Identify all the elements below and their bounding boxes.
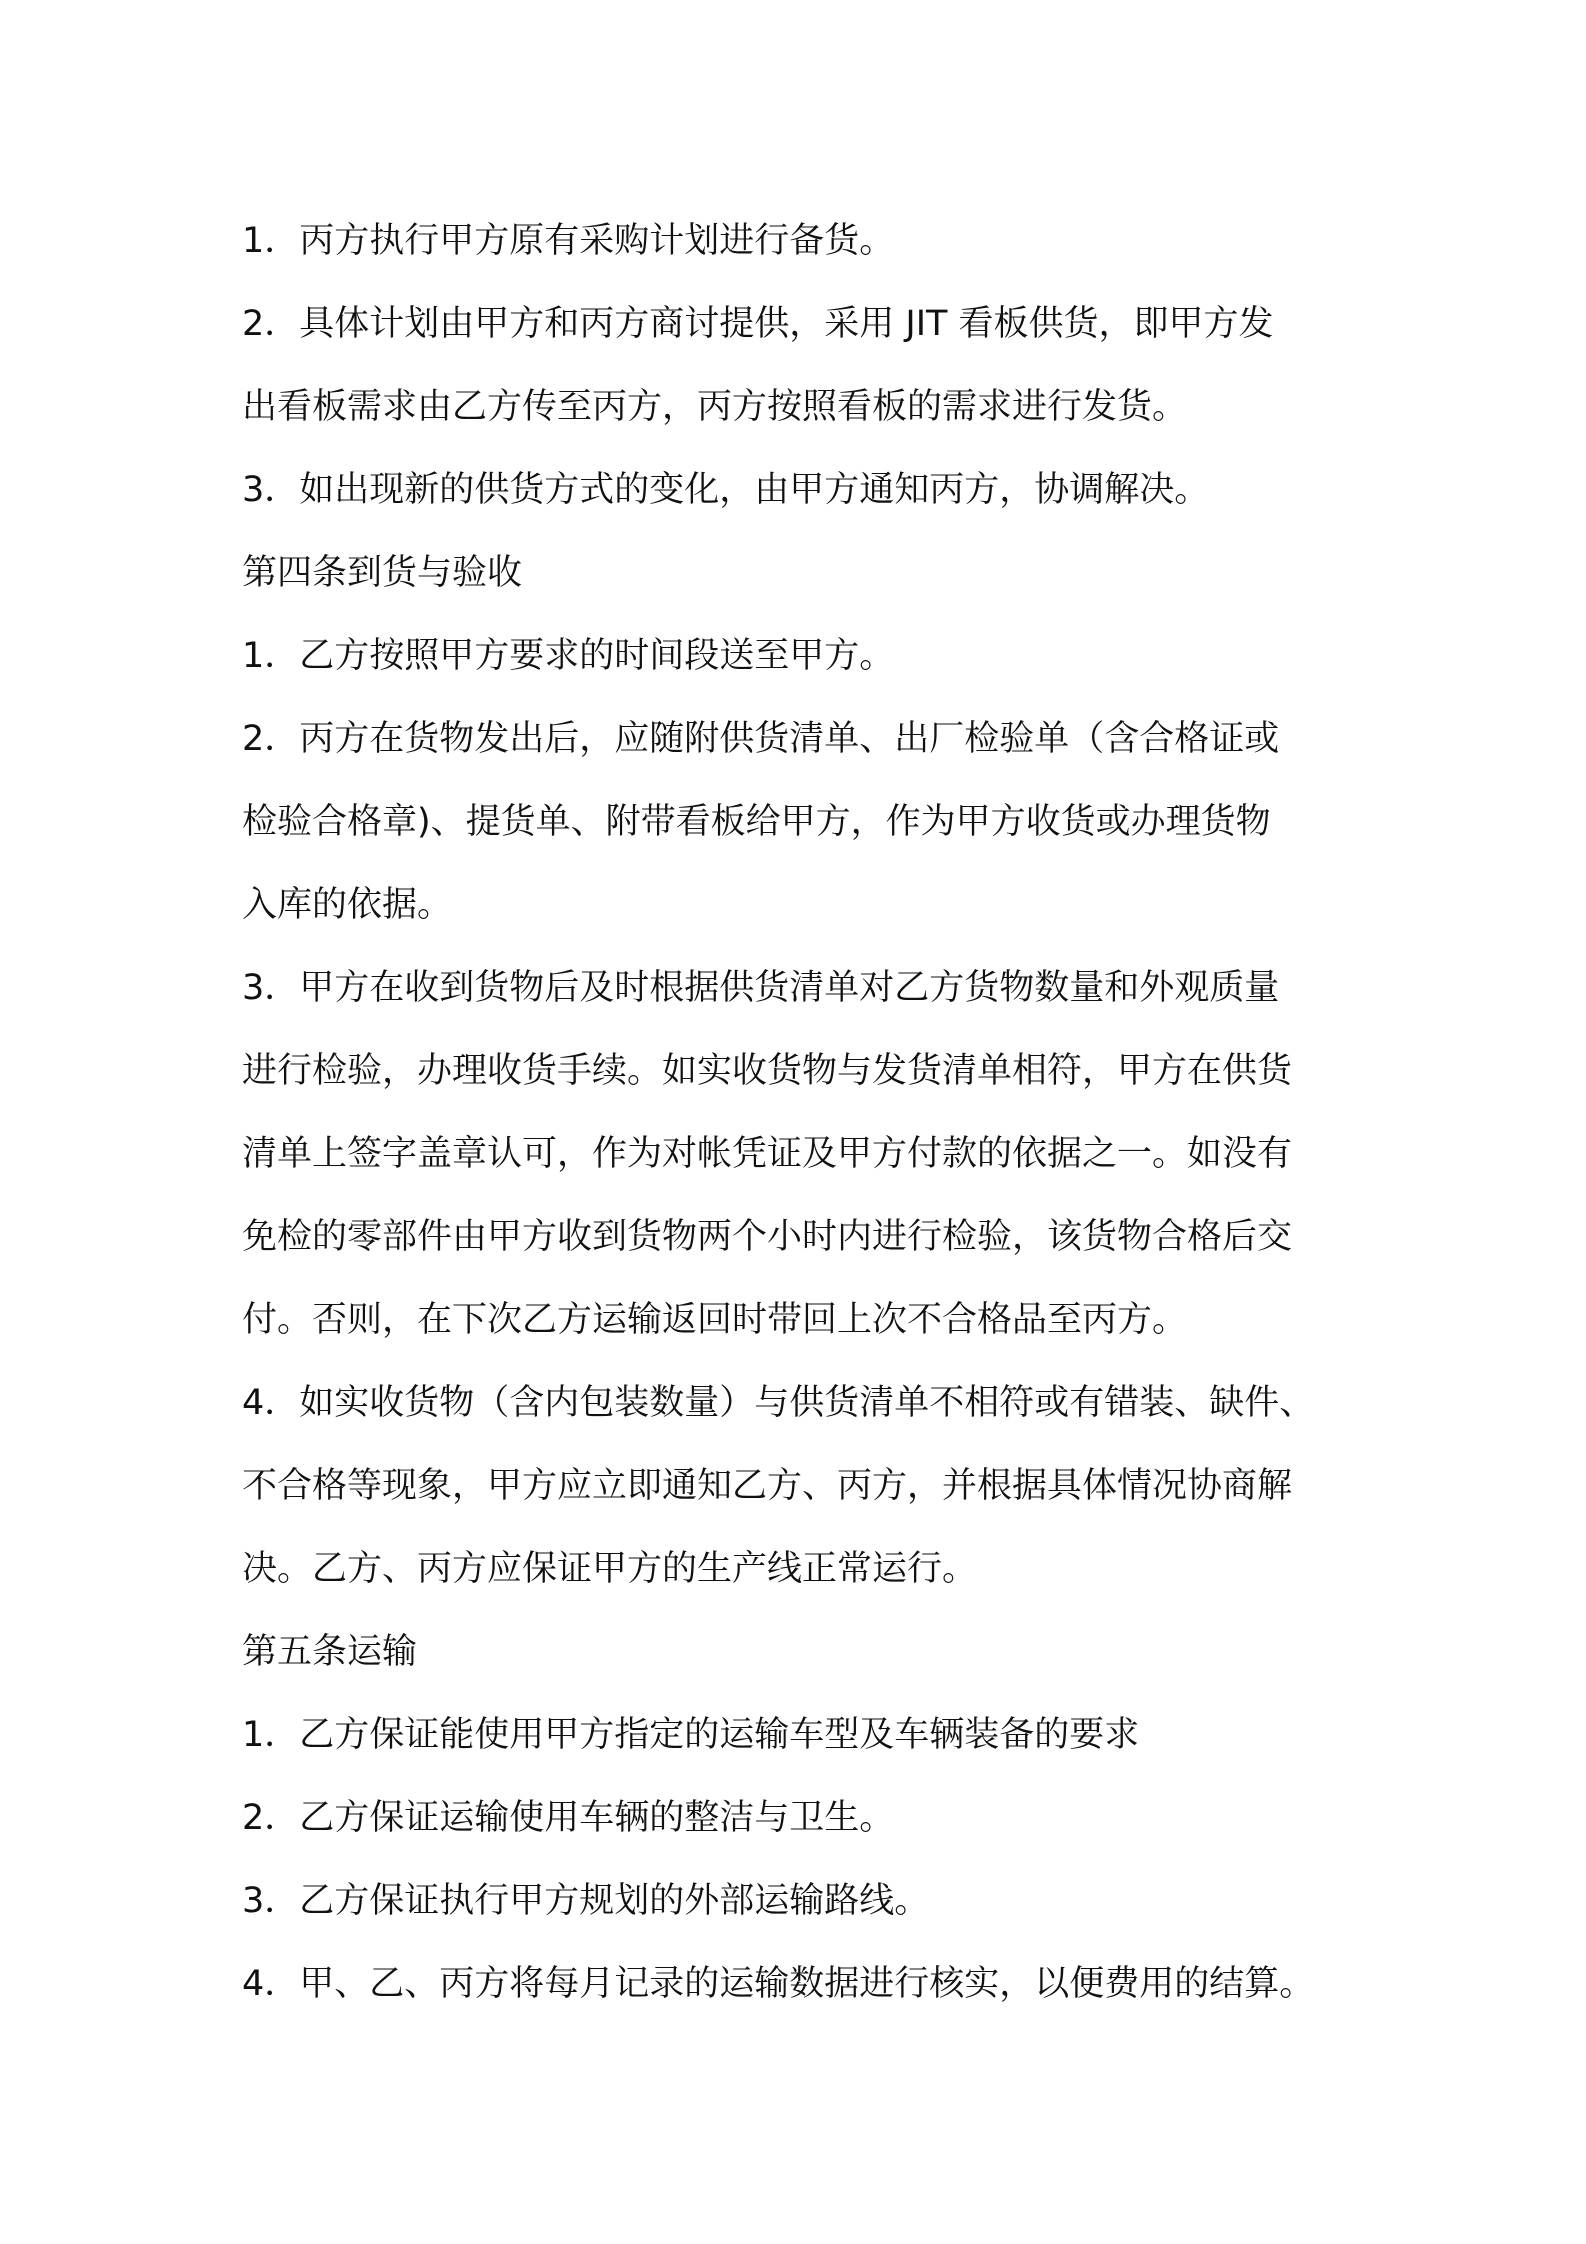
article-4-item-2-line-3: 入库的依据。 <box>242 885 453 925</box>
section-heading-article-4: 第四条到货与验收 <box>242 553 523 593</box>
article-4-item-4-line-2: 不合格等现象，甲方应立即通知乙方、丙方，并根据具体情况协商解 <box>242 1466 1293 1506</box>
article-5-item-1: 1．乙方保证能使用甲方指定的运输车型及车辆装备的要求 <box>242 1715 1140 1755</box>
clause-3-item-3: 3．如出现新的供货方式的变化，由甲方通知丙方，协调解决。 <box>242 470 1210 510</box>
article-4-item-3-line-4: 免检的零部件由甲方收到货物两个小时内进行检验，该货物合格后交 <box>242 1217 1293 1257</box>
article-4-item-3-line-5: 付。否则，在下次乙方运输返回时带回上次不合格品至丙方。 <box>242 1300 1188 1340</box>
article-4-item-2-line-1: 2．丙方在货物发出后，应随附供货清单、出厂检验单（含合格证或 <box>242 719 1280 759</box>
section-heading-article-5: 第五条运输 <box>242 1632 418 1672</box>
article-4-item-4-line-1: 4．如实收货物（含内包装数量）与供货清单不相符或有错装、缺件、 <box>242 1383 1315 1423</box>
clause-3-item-1: 1．丙方执行甲方原有采购计划进行备货。 <box>242 221 895 261</box>
article-5-item-4: 4．甲、乙、丙方将每月记录的运输数据进行核实，以便费用的结算。 <box>242 1964 1315 2004</box>
article-4-item-1: 1．乙方按照甲方要求的时间段送至甲方。 <box>242 636 895 676</box>
article-4-item-3-line-3: 清单上签字盖章认可，作为对帐凭证及甲方付款的依据之一。如没有 <box>242 1134 1293 1174</box>
article-4-item-3-line-1: 3．甲方在收到货物后及时根据供货清单对乙方货物数量和外观质量 <box>242 968 1280 1008</box>
article-4-item-3-line-2: 进行检验，办理收货手续。如实收货物与发货清单相符，甲方在供货 <box>242 1051 1293 1091</box>
document-body <box>242 200 1382 2026</box>
clause-3-item-2-line-1: 2．具体计划由甲方和丙方商讨提供，采用 JIT 看板供货，即甲方发 <box>242 304 1274 344</box>
article-5-item-2: 2．乙方保证运输使用车辆的整洁与卫生。 <box>242 1798 895 1838</box>
article-4-item-2-line-2: 检验合格章)、提货单、附带看板给甲方，作为甲方收货或办理货物 <box>242 802 1271 842</box>
article-4-item-4-line-3: 决。乙方、丙方应保证甲方的生产线正常运行。 <box>242 1549 978 1589</box>
article-5-item-3: 3．乙方保证执行甲方规划的外部运输路线。 <box>242 1881 930 1921</box>
clause-3-item-2-line-2: 出看板需求由乙方传至丙方，丙方按照看板的需求进行发货。 <box>242 387 1188 427</box>
